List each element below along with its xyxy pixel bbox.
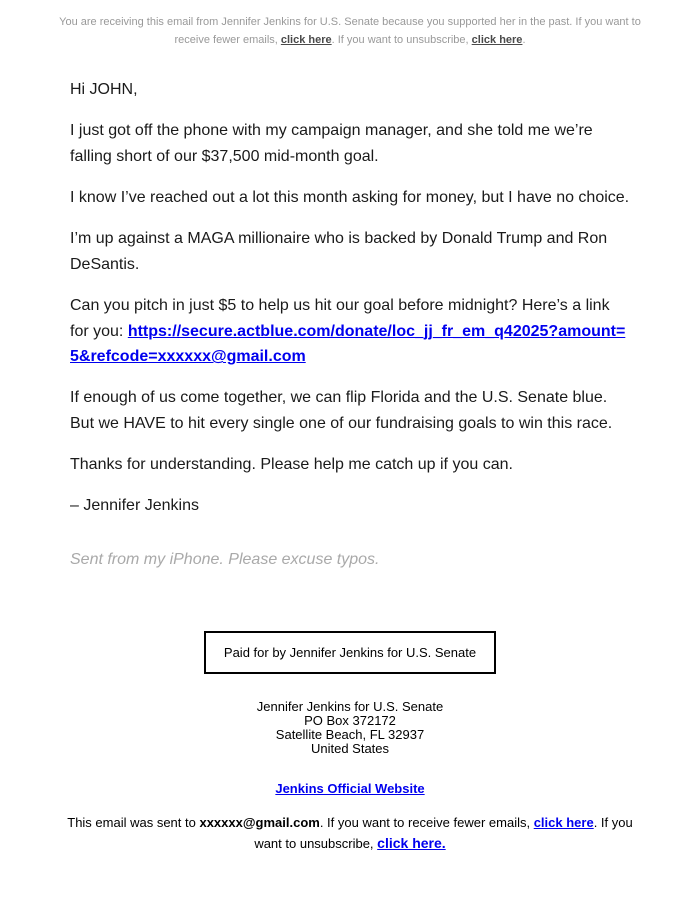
paid-for-disclaimer-box: Paid for by Jennifer Jenkins for U.S. Senate	[204, 631, 496, 674]
disclaimer-section	[0, 631, 700, 674]
address-country: United States	[310, 740, 390, 756]
footer-text-3: . If you want to unsubscribe,	[254, 815, 633, 851]
email-content	[0, 49, 700, 573]
paragraph-flip-florida: If enough of us come together, we can flip Florida and the U.S. Senate blue. But we HAVE to hit every single one of our fundraising goals to win this race.	[70, 389, 613, 433]
footer-text-2: . If you want to receive fewer emails,	[319, 815, 534, 830]
donation-link[interactable]: https://secure.actblue.com/donate/loc_jj_fr_em_q42025?amount=5&refcode=xxxxxx@gmail.com	[70, 322, 626, 366]
paragraph-donate	[70, 293, 630, 371]
sent-from-iphone-note: Sent from my iPhone. Please excuse typos.	[70, 550, 380, 568]
footer-text-1: This email was sent to	[67, 815, 200, 830]
paragraph-thanks: Thanks for understanding. Please help me catch up if you can.	[70, 456, 513, 474]
paragraph-no-choice: I know I’ve reached out a lot this month asking for money, but I have no choice.	[70, 188, 630, 206]
address-city-state-zip: Satellite Beach, FL 32937	[275, 726, 425, 742]
preheader-text-2: . If you want to unsubscribe,	[331, 33, 472, 46]
preheader-text-3: .	[522, 33, 526, 46]
greeting: Hi JOHN,	[70, 81, 138, 99]
footer-unsubscribe-link[interactable]: click here.	[377, 834, 446, 851]
official-website-link[interactable]: Jenkins Official Website	[275, 781, 425, 796]
signature: – Jennifer Jenkins	[70, 497, 199, 515]
footer-note	[0, 814, 700, 880]
preheader-text-1: You are receiving this email from Jennifer Jenkins for U.S. Senate because you supported her in the past. If you want to receive fewer emails,	[59, 16, 641, 46]
mailing-address	[0, 700, 700, 756]
website-row	[0, 781, 700, 796]
unsubscribe-link[interactable]: click here	[471, 33, 523, 46]
receive-fewer-emails-link[interactable]: click here	[280, 33, 332, 46]
recipient-email: xxxxxx@gmail.com	[199, 815, 320, 830]
address-organization: Jennifer Jenkins for U.S. Senate	[256, 698, 444, 714]
paragraph-goal: I just got off the phone with my campaign manager, and she told me we’re falling short of our $37,500 mid-month goal.	[70, 122, 593, 165]
paragraph-opponent: I’m up against a MAGA millionaire who is backed by Donald Trump and Ron DeSantis.	[70, 229, 608, 273]
address-po-box: PO Box 372172	[304, 712, 396, 728]
preheader	[0, 0, 700, 49]
donate-text: Can you pitch in just $5 to help us hit our goal before midnight? Here’s a link for you:	[70, 296, 610, 340]
footer-fewer-emails-link[interactable]: click here	[533, 815, 594, 830]
